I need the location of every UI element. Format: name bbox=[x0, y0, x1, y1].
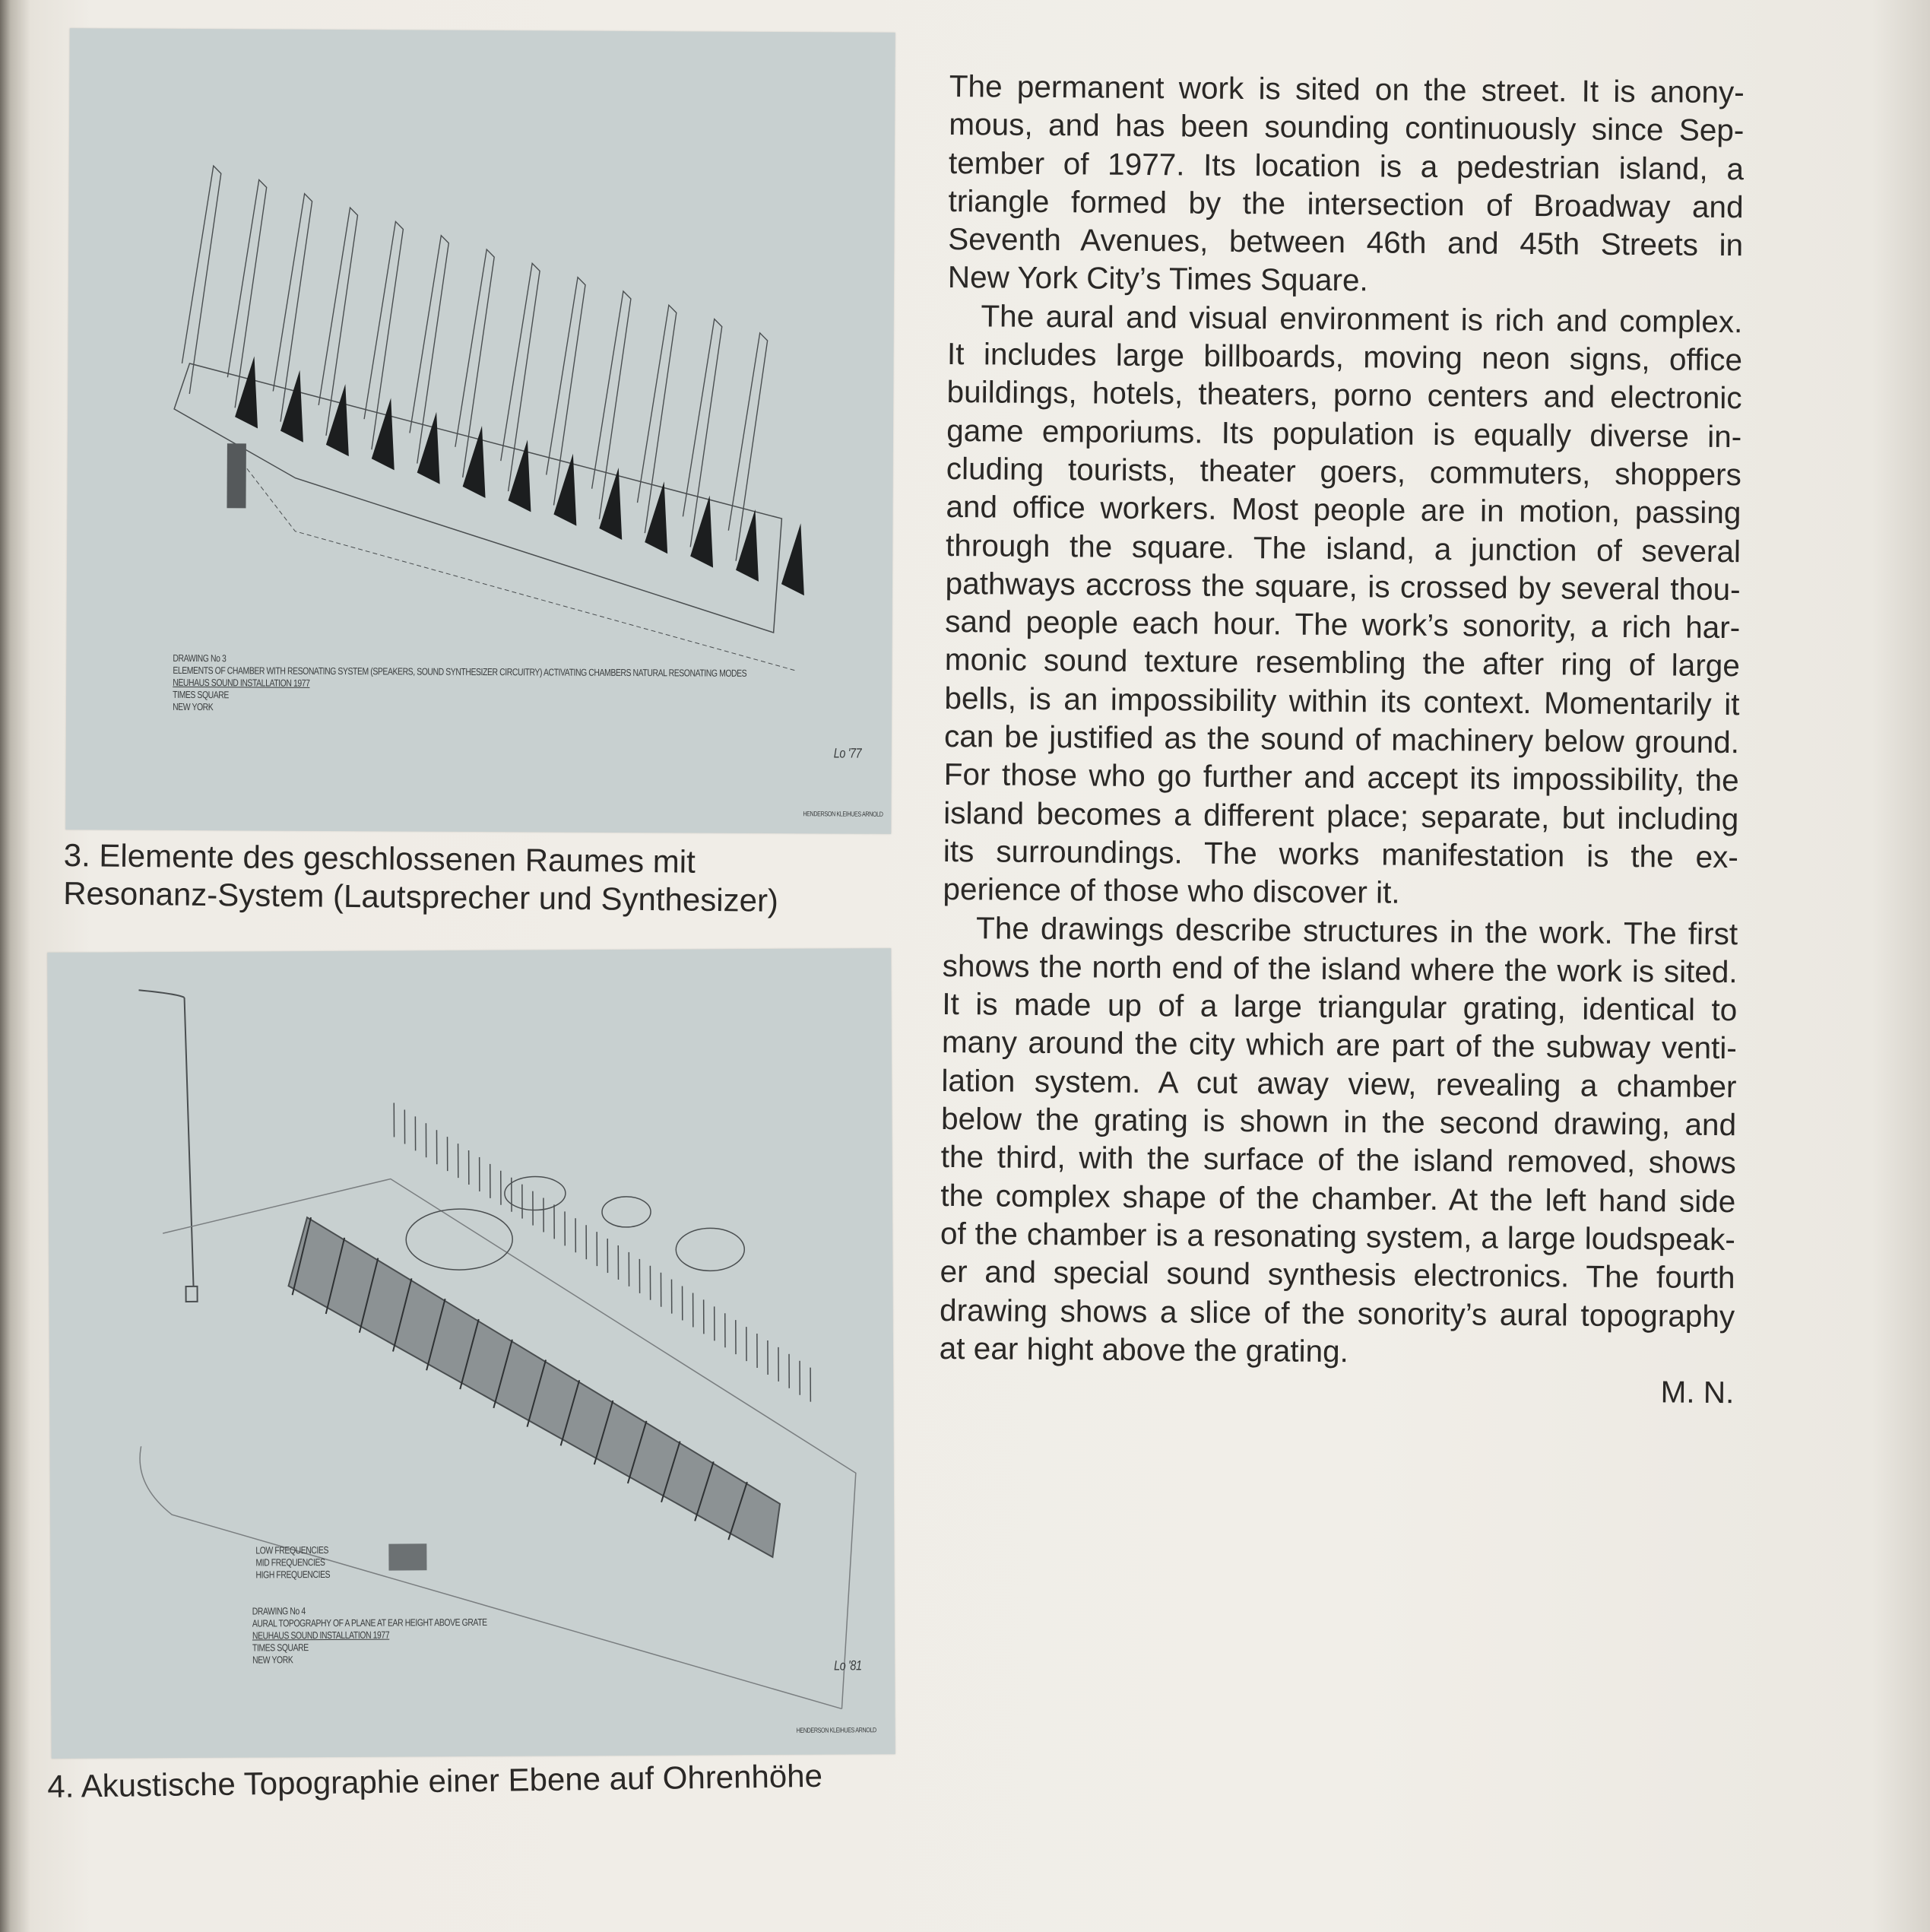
text-line: the third, with the surface of the island removed, shows bbox=[940, 1139, 1736, 1181]
resonating-fin bbox=[227, 179, 267, 408]
text-line: through the square. The island, a junction of several bbox=[945, 527, 1741, 569]
street-lamp bbox=[138, 990, 197, 1302]
text-line: Seventh Avenues, between 46th and 45th Streets in bbox=[948, 221, 1744, 263]
drawing-number: DRAWING No 3 bbox=[173, 652, 227, 665]
text-line: er and special sound synthesis electronics. The fourth bbox=[940, 1254, 1735, 1296]
frequency-legend bbox=[255, 1544, 330, 1581]
resonating-fin bbox=[182, 166, 221, 394]
text-line: The drawings describe structures in the work. The first bbox=[975, 909, 1738, 951]
resonating-fin bbox=[364, 221, 404, 449]
loudspeaker bbox=[227, 443, 246, 508]
text-line: sand people each hour. The work’s sonority, a rich har- bbox=[945, 604, 1741, 646]
text-line: perience of those who discover it. bbox=[943, 871, 1400, 910]
fin-shadow bbox=[736, 509, 759, 582]
text-line: pathways accross the square, is crossed by several thou- bbox=[945, 565, 1741, 608]
text-line: lation system. A cut away view, revealing a chamber bbox=[941, 1062, 1737, 1104]
drawing-4-aural-topography bbox=[47, 948, 895, 1759]
fin-shadow bbox=[235, 356, 258, 428]
sound-contour bbox=[505, 1176, 566, 1210]
figure-3-caption bbox=[63, 836, 779, 920]
fin-shadow bbox=[599, 468, 622, 540]
caption-line-2: Resonanz-System (Lautsprecher und Synthesizer) bbox=[62, 874, 779, 918]
drawing-credit: HENDERSON KLEIHUES ARNOLD bbox=[796, 1726, 876, 1734]
text-line: drawing shows a slice of the sonority’s aural topography bbox=[939, 1292, 1735, 1334]
text-line: can be justified as the sound of machinery below ground. bbox=[943, 719, 1740, 760]
resonating-fin bbox=[591, 291, 631, 519]
fin-shadow bbox=[280, 370, 303, 443]
figure-4-caption bbox=[47, 1757, 822, 1806]
text-line: buildings, hotels, theaters, porno centers and electronic bbox=[946, 374, 1742, 416]
text-line: game emporiums. Its population is equally diverse in- bbox=[946, 412, 1742, 454]
drawing-label-block bbox=[173, 652, 746, 716]
text-line: at ear hight above the grating. bbox=[939, 1330, 1349, 1369]
drawing-label-block bbox=[252, 1604, 487, 1667]
fin-shadow bbox=[781, 523, 804, 595]
text-line: It is made up of a large triangular grating, identical to bbox=[942, 986, 1738, 1028]
text-line: For those who go further and accept its impossibility, the bbox=[943, 757, 1739, 798]
text-line: bells, is an impossibility within its context. Momentarily it bbox=[944, 680, 1740, 722]
resonating-fin bbox=[318, 208, 358, 436]
drawing-title: ELEMENTS OF CHAMBER WITH RESONATING SYSTEM (SPEAKERS, SOUND SYNTHESIZER CIRCUITRY) ACTIVATING CHAMBERS NATURAL RESONATING MODES bbox=[173, 664, 747, 679]
island-curb bbox=[138, 1176, 857, 1712]
fin-shadow bbox=[326, 384, 349, 456]
artist-signature: Lo '77 bbox=[833, 745, 862, 761]
fin-shadow bbox=[372, 398, 395, 470]
legend-mid: MID FREQUENCIES bbox=[255, 1556, 325, 1569]
text-line: below the grating is shown in the second drawing, and bbox=[940, 1100, 1737, 1143]
sound-contour bbox=[602, 1197, 651, 1227]
legend-low: LOW FREQUENCIES bbox=[255, 1543, 329, 1556]
fin-shadow bbox=[645, 481, 667, 554]
text-line: of the chamber is a resonating system, a large loudspeak- bbox=[940, 1215, 1736, 1258]
text-line: triangle formed by the intersection of Broadway and bbox=[948, 182, 1744, 225]
text-line: monic sound texture resembling the after ring of large bbox=[944, 642, 1741, 684]
resonating-fin bbox=[683, 319, 722, 547]
drawing-3-chamber-elements bbox=[65, 28, 895, 834]
text-line: cluding tourists, theater goers, commuters, shoppers bbox=[946, 450, 1742, 493]
drawing-project: NEUHAUS SOUND INSTALLATION 1977 bbox=[173, 676, 310, 689]
drawing-project: NEUHAUS SOUND INSTALLATION 1977 bbox=[252, 1629, 390, 1642]
text-line: tember of 1977. Its location is a pedestrian island, a bbox=[948, 144, 1745, 186]
text-line: New York City’s Times Square. bbox=[947, 259, 1368, 298]
text-line: its surroundings. The works manifestation is the ex- bbox=[943, 833, 1739, 875]
text-line: shows the north end of the island where the work is sited. bbox=[942, 947, 1738, 990]
fin-shadow bbox=[553, 454, 576, 526]
drawing-city: NEW YORK bbox=[252, 1654, 293, 1666]
drawing-place: TIMES SQUARE bbox=[252, 1642, 309, 1654]
body-text bbox=[939, 67, 1745, 1412]
caption-line-1: 3. Elemente des geschlossenen Raumes mit bbox=[63, 837, 696, 880]
artist-signature: Lo '81 bbox=[834, 1658, 862, 1673]
text-line: the complex shape of the chamber. At the left hand side bbox=[940, 1177, 1736, 1219]
text-line: The permanent work is sited on the street. It is anony- bbox=[949, 68, 1745, 110]
drawing-title: AURAL TOPOGRAPHY OF A PLANE AT EAR HEIGHT ABOVE GRATE bbox=[252, 1616, 487, 1629]
text-line: many around the city which are part of the subway venti- bbox=[941, 1024, 1738, 1066]
caption-line-1: 4. Akustische Topographie einer Ebene auf Ohrenhöhe bbox=[47, 1757, 823, 1804]
drawing-city: NEW YORK bbox=[173, 700, 214, 713]
legend-high: HIGH FREQUENCIES bbox=[255, 1568, 331, 1581]
text-line: It includes large billboards, moving neon signs, office bbox=[946, 336, 1743, 378]
text-line: island becomes a different place; separate, but including bbox=[943, 795, 1739, 836]
drawing-place: TIMES SQUARE bbox=[173, 688, 230, 701]
legend-swatch bbox=[388, 1543, 426, 1570]
resonating-fin bbox=[637, 305, 677, 533]
grating bbox=[288, 1215, 780, 1559]
fin-shadow bbox=[690, 495, 713, 567]
drawing-number: DRAWING No 4 bbox=[252, 1605, 306, 1617]
resonating-fin bbox=[728, 333, 768, 561]
resonating-fin bbox=[501, 263, 540, 491]
text-line: mous, and has been sounding continuously since Sep- bbox=[949, 106, 1745, 148]
author-initials: M. N. bbox=[1660, 1374, 1735, 1410]
resonating-fin bbox=[273, 194, 312, 422]
resonating-fin bbox=[546, 277, 585, 505]
fin-shadow bbox=[417, 412, 440, 484]
chamber-outline bbox=[173, 363, 783, 633]
text-line: The aural and visual environment is rich and complex. bbox=[981, 298, 1743, 339]
text-line: and office workers. Most people are in motion, passing bbox=[946, 489, 1741, 531]
sound-contour bbox=[406, 1209, 512, 1271]
fin-shadow bbox=[463, 426, 486, 498]
sound-contour bbox=[676, 1228, 744, 1271]
resonating-fin bbox=[455, 249, 495, 477]
drawing-credit: HENDERSON KLEIHUES ARNOLD bbox=[803, 810, 883, 818]
